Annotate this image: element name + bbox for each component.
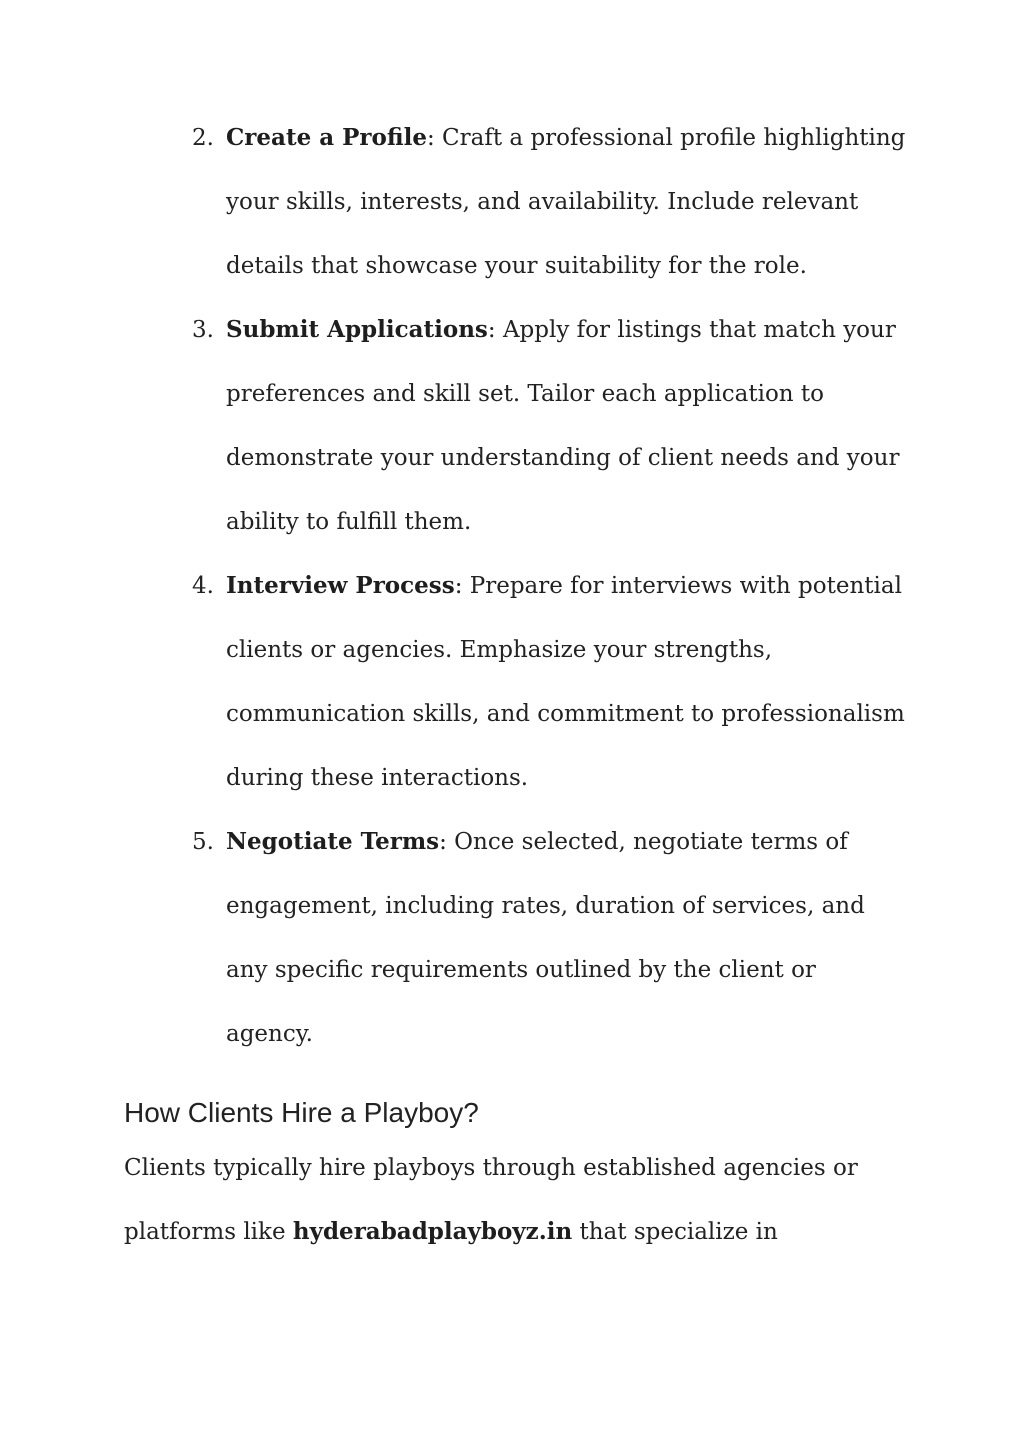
section-paragraph (124, 1136, 884, 1264)
list-item (0, 298, 906, 554)
paragraph-text-before: Clients typically hire playboys through established agencies or platforms like (124, 1155, 858, 1245)
paragraph-text-after: that specialize in (572, 1219, 778, 1245)
section-heading: How Clients Hire a Playboy? (124, 1097, 479, 1128)
list-item-term: Interview Process (226, 572, 455, 599)
steps-list (0, 106, 1024, 1066)
list-item-text: : Craft a professional profile highlighting your skills, interests, and availability. Include relevant details that showcase your suitability for the role. (226, 125, 906, 279)
list-item (0, 554, 906, 810)
list-item-text: : Prepare for interviews with potential clients or agencies. Emphasize your strengths, communication skills, and commitment to professionalism during these interactions. (226, 573, 905, 791)
site-name: hyderabadplayboyz.in (292, 1218, 573, 1245)
list-item-text: : Apply for listings that match your preferences and skill set. Tailor each application to demonstrate your understanding of client needs and your ability to fulfill them. (226, 317, 900, 535)
list-item (0, 810, 906, 1066)
list-item-term: Negotiate Terms (226, 828, 440, 855)
list-item-number: 2. (192, 125, 214, 151)
list-item-number: 5. (192, 829, 214, 855)
list-item-text: : Once selected, negotiate terms of engagement, including rates, duration of services, and any specific requirements outlined by the client or agency. (226, 829, 865, 1047)
list-item-number: 3. (192, 317, 214, 343)
list-item-term: Submit Applications (226, 316, 488, 343)
list-item-number: 4. (192, 573, 214, 599)
list-item-term: Create a Profile (226, 124, 427, 151)
list-item (0, 106, 906, 298)
